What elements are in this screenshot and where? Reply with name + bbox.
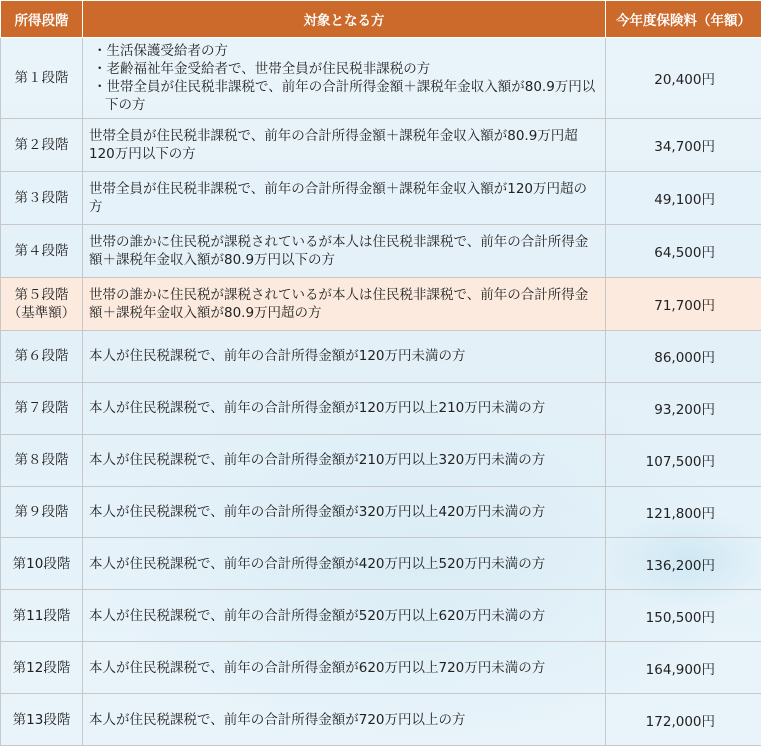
table-row	[1, 434, 761, 486]
fee-cell: 86,000円	[606, 330, 761, 382]
header-stage: 所得段階	[1, 1, 83, 38]
target-cell: 本人が住民税課税で、前年の合計所得金額が120万円未満の方	[83, 330, 606, 382]
table-row	[1, 486, 761, 538]
fee-cell: 49,100円	[606, 172, 761, 225]
table-row	[1, 172, 761, 225]
stage-note: （基準額）	[7, 304, 76, 321]
fee-cell: 136,200円	[606, 538, 761, 590]
header-fee: 今年度保険料（年額）	[606, 1, 761, 38]
target-bullet: ・ 世帯全員が住民税非課税で、前年の合計所得金額＋課税年金収入額が80.9万円以下の方	[89, 78, 599, 114]
stage-cell: 第４段階	[1, 225, 83, 278]
target-bullet-list	[89, 42, 599, 114]
stage-cell: 第10段階	[1, 538, 83, 590]
stage-cell: 第２段階	[1, 119, 83, 172]
target-cell: 世帯の誰かに住民税が課税されているが本人は住民税非課税で、前年の合計所得金額＋課税年金収入額が80.9万円超の方	[83, 278, 606, 331]
target-cell: 世帯全員が住民税非課税で、前年の合計所得金額＋課税年金収入額が80.9万円超120万円以下の方	[83, 119, 606, 172]
target-cell: 本人が住民税課税で、前年の合計所得金額が520万円以上620万円未満の方	[83, 590, 606, 642]
stage-cell: 第９段階	[1, 486, 83, 538]
table-row	[1, 330, 761, 382]
target-cell: 世帯全員が住民税非課税で、前年の合計所得金額＋課税年金収入額が120万円超の方	[83, 172, 606, 225]
table-row	[1, 538, 761, 590]
stage-cell: 第３段階	[1, 172, 83, 225]
stage-cell: 第１段階	[1, 38, 83, 119]
target-bullet: ・ 老齢福祉年金受給者で、世帯全員が住民税非課税の方	[89, 60, 599, 78]
target-cell	[83, 38, 606, 119]
fee-cell: 164,900円	[606, 642, 761, 694]
fee-cell: 150,500円	[606, 590, 761, 642]
table-row	[1, 382, 761, 434]
table-row	[1, 225, 761, 278]
target-cell: 本人が住民税課税で、前年の合計所得金額が320万円以上420万円未満の方	[83, 486, 606, 538]
stage-cell: 第８段階	[1, 434, 83, 486]
target-cell: 世帯の誰かに住民税が課税されているが本人は住民税非課税で、前年の合計所得金額＋課税年金収入額が80.9万円以下の方	[83, 225, 606, 278]
stage-cell: 第12段階	[1, 642, 83, 694]
table-row	[1, 38, 761, 119]
target-cell: 本人が住民税課税で、前年の合計所得金額が420万円以上520万円未満の方	[83, 538, 606, 590]
target-cell: 本人が住民税課税で、前年の合計所得金額が720万円以上の方	[83, 694, 606, 746]
table-row	[1, 119, 761, 172]
fee-cell: 93,200円	[606, 382, 761, 434]
table-row-base	[1, 278, 761, 331]
header-target: 対象となる方	[83, 1, 606, 38]
stage-cell: 第６段階	[1, 330, 83, 382]
fee-cell: 20,400円	[606, 38, 761, 119]
fee-cell: 172,000円	[606, 694, 761, 746]
table-row	[1, 590, 761, 642]
fee-cell: 107,500円	[606, 434, 761, 486]
fee-cell: 64,500円	[606, 225, 761, 278]
target-cell: 本人が住民税課税で、前年の合計所得金額が120万円以上210万円未満の方	[83, 382, 606, 434]
stage-cell: 第13段階	[1, 694, 83, 746]
stage-cell	[1, 278, 83, 331]
table-row	[1, 694, 761, 746]
target-cell: 本人が住民税課税で、前年の合計所得金額が210万円以上320万円未満の方	[83, 434, 606, 486]
stage-label: 第５段階	[14, 286, 69, 303]
target-bullet: ・ 生活保護受給者の方	[89, 42, 599, 60]
fee-cell: 121,800円	[606, 486, 761, 538]
table-header-row	[1, 1, 761, 38]
stage-cell: 第７段階	[1, 382, 83, 434]
stage-cell: 第11段階	[1, 590, 83, 642]
fee-cell: 34,700円	[606, 119, 761, 172]
table-row	[1, 642, 761, 694]
fee-cell: 71,700円	[606, 278, 761, 331]
target-cell: 本人が住民税課税で、前年の合計所得金額が620万円以上720万円未満の方	[83, 642, 606, 694]
